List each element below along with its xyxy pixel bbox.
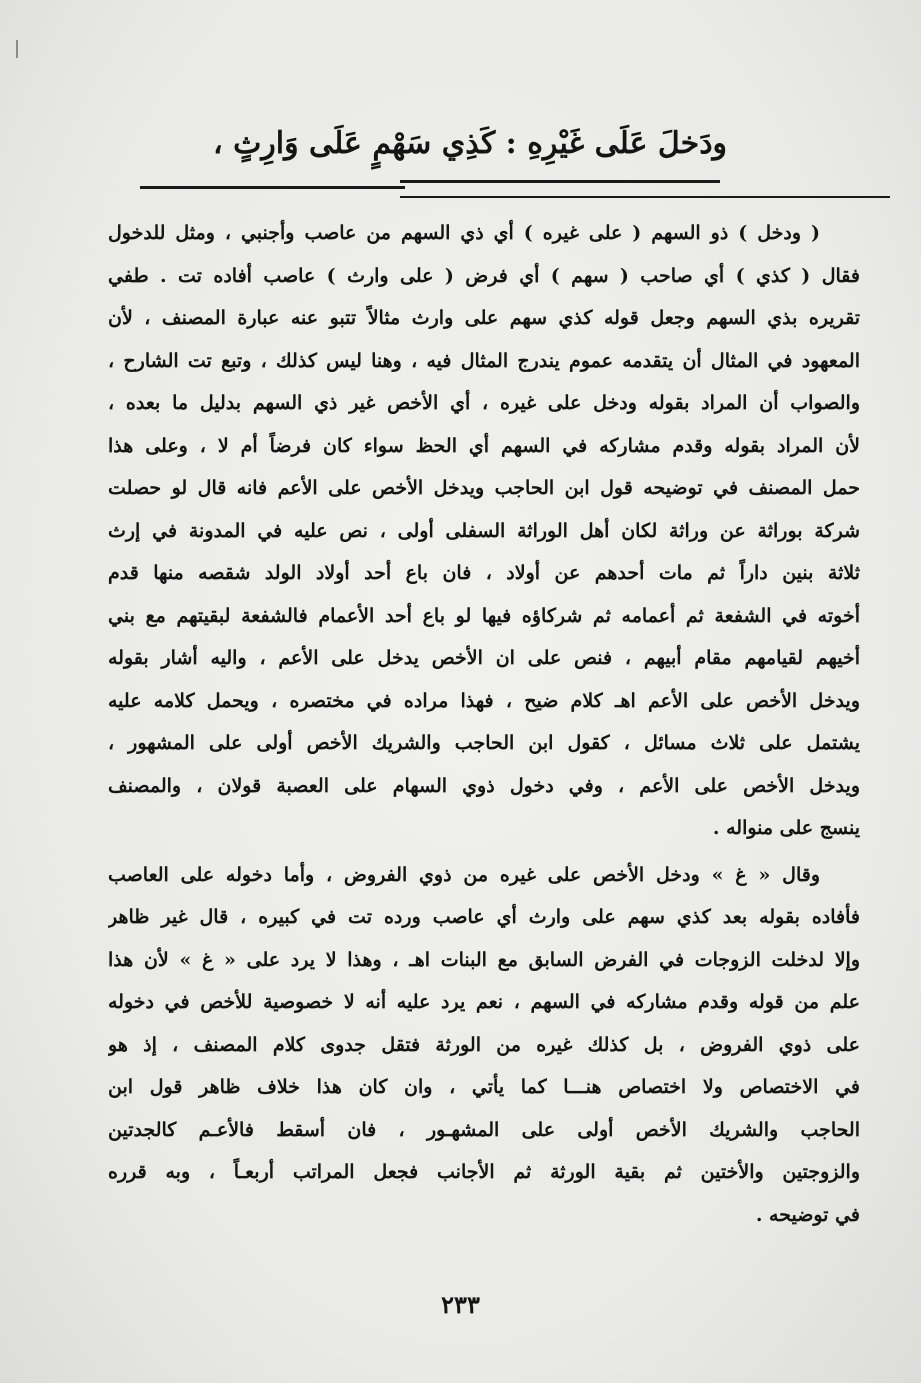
text-line: المعهود في المثال أن يتقدمه عموم يندرج المثال فيه ، وهنا ليس كذلك ، وتبع تت الشارح ، (108, 349, 860, 372)
text-line: أخوته في الشفعة ثم أعمامه ثم شركاؤه فيها لو باع أحد الأعمام فالشفعة لبقيتهم مع بني (108, 604, 860, 627)
text-line: ثلاثة بنين داراً ثم مات أحدهم عن أولاد ، فان باع أحد أولاد الولد شقصه منها قدم (108, 562, 860, 584)
header-rule-lower (400, 196, 890, 198)
text-line: فأفاده بقوله بعد كذي سهم على وارث أي عاصب ورده تت في كبيره ، قال غير ظاهر (108, 906, 860, 928)
text-line: وإلا لدخلت الزوجات في الفرض السابق مع البنات اهـ ، وهذا لا يرد على « غ » لأن هذا (108, 948, 860, 971)
paragraph (108, 212, 860, 850)
text-line: في الاختصاص ولا اختصاص هنـــا كما يأتي ، وان كان هذا خلاف ظاهر قول ابن (108, 1076, 860, 1098)
text-line: فقال ( كذي ) أي صاحب ( سهم ) أي فرض ( على وارث ) عاصب أفاده تت . طفي (108, 264, 860, 287)
page-number: ٢٣٣ (441, 1290, 480, 1319)
text-line: أخيهم لقيامهم مقام أبيهم ، فنص على ان الأخص يدخل على الأعم ، واليه أشار بقوله (108, 647, 860, 669)
text-line: علم من قوله وقدم مشاركه في السهم ، نعم يرد عليه أنه لا خصوصية للأخص في دخوله (108, 991, 860, 1013)
text-line: يشتمل على ثلاث مسائل ، كقول ابن الحاجب والشريك الأخص أولى على المشهور ، (108, 732, 860, 754)
commentary-body (108, 212, 860, 1236)
header-rule-left (140, 186, 405, 189)
text-line: حمل المصنف في توضيحه قول ابن الحاجب ويدخل الأخص على الأعم فانه قال لو حصلت (108, 477, 860, 499)
verse-text: ودَخلَ عَلَى غَيْرِهِ : كَذِي سَهْمٍ عَلَى وَارِثٍ ، (212, 126, 728, 161)
text-line: الحاجب والشريك الأخص أولى على المشهـور ، فان أسقط فالأعـم كالجدتين (108, 1118, 860, 1141)
text-line: على ذوي الفروض ، بل كذلك غيره من الورثة فتقل جدوى كلام المصنف ، إذ هو (108, 1033, 860, 1056)
text-line: في توضيحه . (755, 1203, 860, 1226)
text-line: ويدخل الأخص على الأعم ، وفي دخول ذوي السهام على العصبة قولان ، والمصنف (108, 774, 860, 797)
text-line: والزوجتين والأختين ثم بقية الورثة ثم الأجانب فجعل المراتب أربعـاً ، وبه قرره (108, 1161, 860, 1183)
text-line: شركة بوراثة عن وراثة لكان أهل الوراثة السفلى أولى ، نص عليه في المدونة في إرث (108, 519, 860, 542)
header-rule-upper (400, 180, 720, 183)
text-line: ( ودخل ) ذو السهم ( على غيره ) أي ذي السهم من عاصب وأجنبي ، ومثل للدخول (108, 222, 820, 244)
text-line: تقريره بذي السهم وجعل قوله كذي سهم على وارث مثالاً تتبو عنه عبارة المصنف ، لأن (108, 307, 860, 329)
text-line: ويدخل الأخص على الأعم اهـ كلام ضيح ، فهذا مراده في مختصره ، ويحمل كلامه عليه (108, 689, 860, 712)
margin-mark (16, 40, 18, 58)
text-line: ينسج على منواله . (712, 817, 860, 839)
text-line: والصواب أن المراد بقوله ودخل على غيره ، أي الأخص غير ذي السهم بدليل ما بعده ، (108, 392, 860, 414)
text-line: لأن المراد بقوله وقدم مشاركه في السهم أي الحظ سواء كان فرضاً أم لا ، وعلى هذا (108, 434, 860, 457)
paragraph (108, 854, 860, 1237)
text-line: وقال « غ » ودخل الأخص على غيره من ذوي الفروض ، وأما دخوله على العاصب (108, 863, 820, 886)
